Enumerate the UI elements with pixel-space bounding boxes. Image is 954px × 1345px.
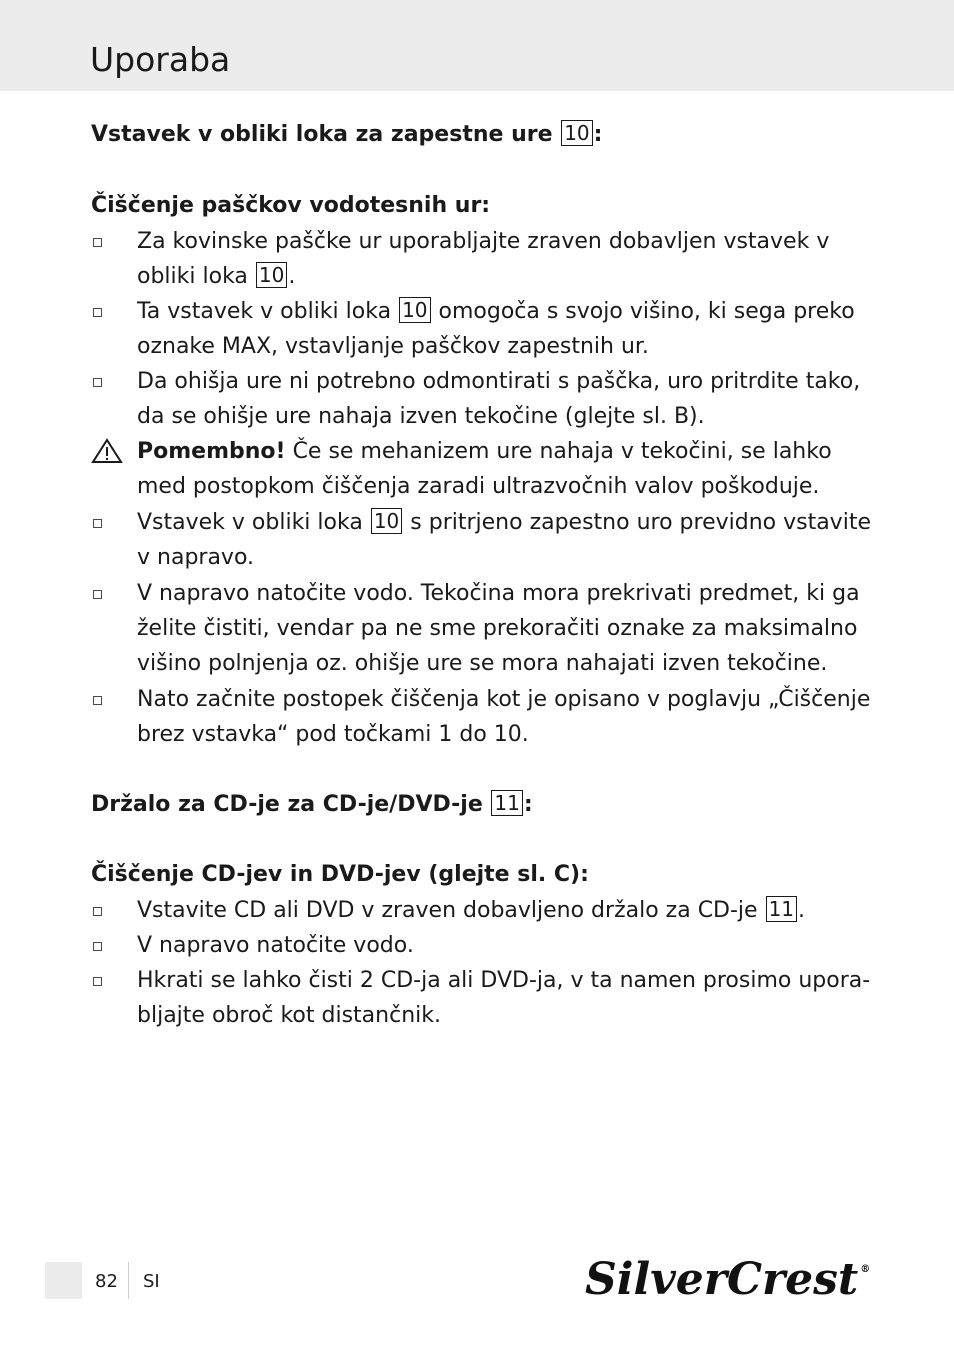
heading-suffix: : xyxy=(523,792,533,817)
logo-wordmark: SilverCrest xyxy=(585,1254,859,1305)
part-number-badge: 11 xyxy=(766,896,797,922)
text-part: Za kovinske paščke ur uporabljajte zraven dobavljen vstavek v obliki loka xyxy=(137,229,830,289)
checkbox-bullet-icon xyxy=(93,308,102,317)
section-heading-watch-straps: Čiščenje paščkov vodotesnih ur: xyxy=(91,193,491,218)
checkbox-bullet-icon xyxy=(93,519,102,528)
warning-triangle-icon xyxy=(91,438,123,464)
text-part: . xyxy=(798,898,806,923)
part-number-badge: 10 xyxy=(371,508,402,534)
registered-mark: ® xyxy=(860,1264,871,1275)
list-item-text: Nato začnite postopek čiščenja kot je opisano v poglavju „Čiščenje brez vstavka“ pod točkami 1 do 10. xyxy=(137,687,871,747)
list-item-text: V napravo natočite vodo. Tekočina mora prekrivati predmet, ki ga želite čistiti, vendar pa ne sme prekoračiti oznake za maksimalno višino polnjenja oz. ohišje ure se mora nahajati izven tekočine. xyxy=(137,581,860,676)
text-part: Vstavek v obliki loka xyxy=(137,510,370,535)
warning-body: Če se mehanizem ure nahaja v tekočini, se lahko med postopkom čiščenja zaradi ultrazvočnih valov poškoduje. xyxy=(137,439,832,499)
footer-divider xyxy=(128,1262,129,1299)
section-heading-cd-cleaning: Čiščenje CD-jev in DVD-jev (glejte sl. C): xyxy=(91,862,589,887)
silvercrest-logo xyxy=(585,1254,871,1305)
text-part: s pritrjeno zapestno uro previdno vstavite v napravo. xyxy=(137,510,871,570)
language-code: SI xyxy=(143,1271,160,1292)
part-number-badge: 10 xyxy=(399,297,430,323)
checkbox-bullet-icon xyxy=(93,977,102,986)
checkbox-bullet-icon xyxy=(93,696,102,705)
part-number-badge: 10 xyxy=(256,262,287,288)
list-item-text: Da ohišja ure ni potrebno odmontirati s paščka, uro pritrdite tako, da se ohišje ure nahaja izven tekočine (glejte sl. B). xyxy=(137,369,861,429)
warning-text xyxy=(137,434,877,504)
heading-suffix: : xyxy=(593,122,603,147)
warning-label: Pomembno! xyxy=(137,439,286,464)
part-number-badge: 10 xyxy=(561,120,592,146)
page-number: 82 xyxy=(95,1271,118,1292)
list-item-text: V napravo natočite vodo. xyxy=(137,933,414,958)
text-part: omogoča s svojo višino, ki sega preko oznake MAX, vstavljanje paščkov zapestnih ur. xyxy=(137,299,855,359)
list-item-text xyxy=(137,294,877,364)
section-heading-cd-holder xyxy=(91,787,533,822)
heading-text: Vstavek v obliki loka za zapestne ure xyxy=(91,122,561,147)
text-part: Ta vstavek v obliki loka xyxy=(137,299,399,324)
checkbox-bullet-icon xyxy=(93,238,102,247)
part-number-badge: 11 xyxy=(491,790,522,816)
list-item-text xyxy=(137,893,877,928)
heading-text: Držalo za CD-je za CD-je/DVD-je xyxy=(91,792,491,817)
list-item-text xyxy=(137,224,877,294)
checkbox-bullet-icon xyxy=(93,907,102,916)
list-item-text: Hkrati se lahko čisti 2 CD-ja ali DVD-ja, v ta namen prosimo upora-bljajte obroč kot distančnik. xyxy=(137,968,871,1028)
list-item-text xyxy=(137,505,877,575)
text-part: . xyxy=(288,264,296,289)
page-title: Uporaba xyxy=(90,40,231,79)
text-part: Vstavite CD ali DVD v zraven dobavljeno držalo za CD-je xyxy=(137,898,765,923)
checkbox-bullet-icon xyxy=(93,378,102,387)
checkbox-bullet-icon xyxy=(93,942,102,951)
section-heading-bow-insert xyxy=(91,117,602,152)
checkbox-bullet-icon xyxy=(93,590,102,599)
footer-marker-box xyxy=(45,1262,82,1299)
